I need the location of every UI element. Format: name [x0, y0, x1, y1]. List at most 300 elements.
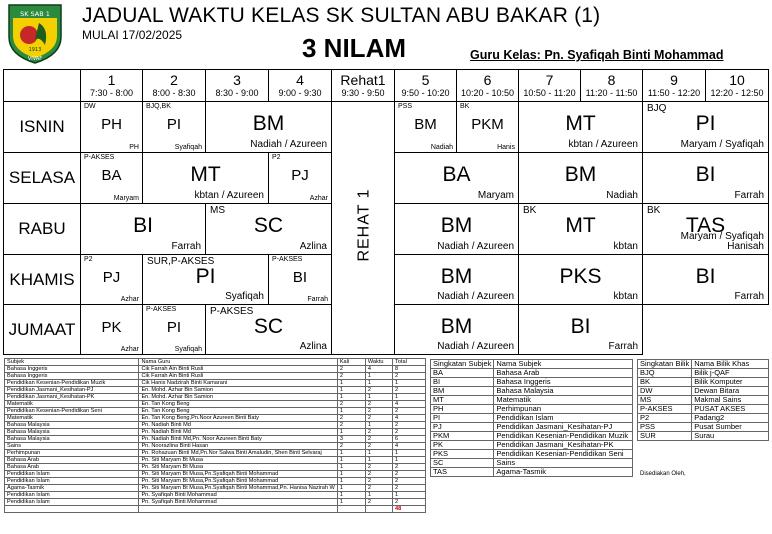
slot-room: BJQ,BK [146, 103, 171, 110]
timetable-slot [80, 304, 143, 355]
slot-room: P-AKSES [146, 306, 177, 313]
period-time: 7:30 - 8:00 [89, 88, 134, 98]
teacher-table [4, 358, 426, 513]
slot-teacher: Maryam [113, 195, 139, 202]
day-label: RABU [3, 203, 81, 255]
table-cell: Bahasa Inggeris [5, 366, 139, 373]
table-cell: Agama-Tasmik [494, 468, 633, 477]
table-cell: 1 [337, 450, 365, 457]
table-cell: 1 [393, 394, 426, 401]
table-cell: 4 [365, 366, 392, 373]
table-cell: 8 [393, 366, 426, 373]
table-cell: Bahasa Arab [5, 457, 139, 464]
slot-teacher: kbtan [613, 241, 638, 252]
table-cell: 2 [393, 485, 426, 492]
period-header [142, 69, 206, 102]
table-cell: 2 [365, 415, 392, 422]
slot-subject: BI [695, 265, 716, 288]
header-corner [3, 69, 81, 102]
timetable-slot [268, 152, 332, 204]
table-row [5, 450, 426, 457]
table-row [638, 369, 769, 378]
table-cell: Surau [692, 432, 769, 441]
table-row [5, 436, 426, 443]
slot-room: BJQ [647, 103, 667, 114]
svg-text:SK SAB 1: SK SAB 1 [20, 10, 50, 18]
table-cell: Dewan Bitara [692, 387, 769, 396]
table-row [5, 422, 426, 429]
table-cell: En. Mohd. Azhar Bin Samion [139, 387, 337, 394]
timetable-slot [394, 152, 519, 204]
table-cell: BI [431, 378, 494, 387]
slot-subject: BM [564, 163, 597, 186]
slot-teacher: kbtan / Azureen [568, 139, 638, 150]
table-cell: 1 [365, 394, 392, 401]
timetable-slot [394, 203, 519, 255]
table-cell: Pn. Siti Maryam Bt Musa,Pn.Syafiqah Binti Mohammad [139, 478, 337, 485]
table-row [431, 369, 633, 378]
table-row [5, 429, 426, 436]
timetable-slot [642, 152, 769, 204]
timetable-slot [80, 203, 206, 255]
column-header: Kali [337, 359, 365, 366]
period-header [80, 69, 143, 102]
period-number: 8 [607, 72, 616, 88]
table-cell: Pendidikan Jasmani_Kesihatan-PJ [494, 423, 633, 432]
period-number: 10 [729, 72, 745, 88]
table-cell: Pendidikan Kesenian-Pendidikan Muzik [494, 432, 633, 441]
timetable-slot [642, 101, 769, 153]
slot-teacher: Azhar [120, 296, 139, 303]
start-date: MULAI 17/02/2025 [82, 28, 183, 42]
period-time: 11:20 - 11:50 [585, 88, 638, 98]
table-cell: 1 [365, 450, 392, 457]
period-time: 9:30 - 9:50 [341, 88, 385, 98]
slot-teacher-2: Hanisah [727, 241, 764, 252]
slot-subject: TAS [685, 214, 726, 237]
table-cell: P-AKSES [638, 405, 692, 414]
table-cell: 2 [337, 443, 365, 450]
slot-subject: BM [440, 265, 473, 288]
table-cell: 1 [337, 485, 365, 492]
period-header [268, 69, 332, 102]
table-cell: Pn. Siti Maryam Bt Musa [139, 464, 337, 471]
table-cell: Pn. Nadiah Binti Md,Pn. Noor Azureen Binti Baty [139, 436, 337, 443]
table-row [5, 394, 426, 401]
table-row [638, 378, 769, 387]
slot-subject: PKM [471, 116, 504, 133]
table-cell: 1 [365, 422, 392, 429]
table-cell: Bahasa Arab [5, 464, 139, 471]
table-cell: MS [638, 396, 692, 405]
table-cell [139, 506, 337, 513]
table-row [431, 405, 633, 414]
period-number: 1 [107, 72, 116, 88]
table-cell: 2 [365, 401, 392, 408]
table-cell: 1 [337, 408, 365, 415]
table-cell: 3 [337, 436, 365, 443]
table-cell: Pn. Rohazuan Binti Md,Pn.Nor Salwa Binti Amaludin, Shen Binti Selvaraj [139, 450, 337, 457]
period-time: 11:50 - 12:20 [647, 88, 701, 98]
slot-subject: PKS [559, 265, 602, 288]
table-cell: 1 [365, 373, 392, 380]
table-cell: Pendidikan Kesenian-Pendidikan Muzik [5, 380, 139, 387]
slot-teacher: PH [129, 144, 139, 151]
table-cell: 2 [393, 408, 426, 415]
column-header: Singkatan Bilik [638, 360, 692, 369]
table-cell: 1 [365, 457, 392, 464]
period-number: 4 [296, 72, 304, 88]
period-number: 2 [170, 72, 178, 88]
timetable-slot [518, 254, 643, 305]
timetable-slot [142, 304, 206, 355]
table-row [431, 396, 633, 405]
table-row [638, 423, 769, 432]
slot-room: SUR,P-AKSES [147, 256, 215, 267]
table-cell: 2 [365, 471, 392, 478]
table-row [5, 506, 426, 513]
table-cell: Bahasa Inggeris [5, 373, 139, 380]
slot-teacher: Hanis [497, 144, 515, 151]
slot-subject: MT [565, 214, 596, 237]
table-cell: Pendidikan Islam [5, 499, 139, 506]
table-cell: 1 [337, 394, 365, 401]
table-cell: Pendidikan Kesenian-Pendidikan Seni [5, 408, 139, 415]
period-number: 9 [670, 72, 678, 88]
table-cell: Bilik Komputer [692, 378, 769, 387]
period-time: 9:00 - 9:30 [278, 88, 322, 98]
table-cell: En. Tan Kong Beng [139, 401, 337, 408]
day-label: KHAMIS [3, 254, 81, 305]
slot-teacher: kbtan / Azureen [194, 190, 264, 201]
table-cell: PKS [431, 450, 494, 459]
slot-teacher: Azlina [299, 341, 327, 352]
table-row [5, 366, 426, 373]
table-cell: Pendidikan Kesenian-Pendidikan Seni [494, 450, 633, 459]
room-abbrev-table [637, 359, 769, 441]
timetable-slot [268, 254, 332, 305]
table-cell: 1 [393, 457, 426, 464]
slot-room: BK [460, 103, 470, 110]
table-cell: 2 [365, 499, 392, 506]
slot-subject: BM [252, 112, 285, 135]
table-cell: Cik Farrah Ain Binti Rusli [139, 366, 337, 373]
slot-teacher: Farrah [608, 341, 638, 352]
school-logo-icon [5, 3, 65, 65]
table-cell: 1 [337, 429, 365, 436]
table-cell: 6 [393, 436, 426, 443]
table-cell: Perhimpunan [494, 405, 633, 414]
day-label: SELASA [3, 152, 81, 204]
period-number: Rehat1 [340, 72, 386, 88]
timetable-slot [518, 203, 643, 255]
table-cell: Bahasa Inggeris [494, 378, 633, 387]
slot-subject: SC [253, 315, 284, 338]
slot-room: P-AKSES [210, 306, 254, 317]
class-name: 3 NILAM [302, 33, 406, 63]
table-row [5, 457, 426, 464]
table-cell: Pendidikan Islam [5, 478, 139, 485]
table-cell: 1 [337, 492, 365, 499]
table-cell: Sains [494, 459, 633, 468]
table-cell: Pn. Syafiqah Binti Mohammad [139, 499, 337, 506]
table-cell: 1 [337, 457, 365, 464]
column-header: Total [393, 359, 426, 366]
table-row [5, 380, 426, 387]
table-cell: 2 [393, 499, 426, 506]
table-row [431, 468, 633, 477]
column-header: Singkatan Subjek [431, 360, 494, 369]
table-cell: 2 [365, 478, 392, 485]
timetable-slot [80, 101, 143, 153]
table-row [5, 387, 426, 394]
table-cell: Pn. Siti Maryam Bt Musa [139, 457, 337, 464]
timetable-slot [518, 304, 643, 355]
slot-room: P2 [272, 154, 281, 161]
table-cell: 1 [365, 380, 392, 387]
table-cell: Pendidikan Islam [5, 492, 139, 499]
slot-teacher: Farrah [171, 241, 201, 252]
table-cell: Bahasa Malaysia [5, 429, 139, 436]
table-row [638, 405, 769, 414]
table-cell: 2 [337, 422, 365, 429]
table-row [5, 373, 426, 380]
slot-subject: MT [565, 112, 596, 135]
timetable-slot [456, 101, 519, 153]
table-cell: 2 [393, 387, 426, 394]
table-cell: DW [638, 387, 692, 396]
table-cell: Pendidikan Jasmani_Kesihatan-PK [494, 441, 633, 450]
slot-subject: PI [166, 116, 182, 133]
period-time: 8:00 - 8:30 [152, 88, 196, 98]
rehat-label: REHAT 1 [356, 188, 373, 262]
period-time: 10:20 - 10:50 [460, 88, 515, 98]
table-cell: Pn. Siti Maryam Bt Musa,Pn.Syafiqah Binti Mohammad [139, 471, 337, 478]
table-cell: SUR [638, 432, 692, 441]
period-time: 10:50 - 11:20 [523, 88, 576, 98]
table-cell: 1 [393, 380, 426, 387]
table-row [431, 378, 633, 387]
table-cell [365, 506, 392, 513]
column-header: Nama Bilik Khas [692, 360, 769, 369]
table-cell: 4 [393, 443, 426, 450]
table-cell: PH [431, 405, 494, 414]
table-cell: 2 [337, 415, 365, 422]
slot-teacher: Nadiah [606, 190, 638, 201]
table-cell: 48 [393, 506, 426, 513]
period-header [331, 69, 395, 102]
table-cell: 1 [337, 380, 365, 387]
table-cell: Pn. Syafiqah Binti Mohammad [139, 492, 337, 499]
period-header [705, 69, 769, 102]
slot-subject: BM [440, 214, 473, 237]
slot-teacher: Nadiah / Azureen [437, 341, 514, 352]
table-cell: En. Tan Kong Beng [139, 408, 337, 415]
table-cell: 1 [393, 450, 426, 457]
slot-room: P2 [84, 256, 93, 263]
table-row [638, 414, 769, 423]
table-cell: 2 [365, 436, 392, 443]
period-header [205, 69, 269, 102]
table-cell: 1 [337, 464, 365, 471]
timetable-slot [142, 152, 269, 204]
timetable-slot [205, 203, 332, 255]
slot-subject: BI [570, 315, 591, 338]
period-header [456, 69, 519, 102]
table-cell: PUSAT AKSES [692, 405, 769, 414]
table-cell: PKM [431, 432, 494, 441]
disediakan-label: Disediakan Oleh, [640, 471, 686, 477]
table-cell: Pn. Noorazlina Binti Hasan [139, 443, 337, 450]
period-number: 7 [545, 72, 554, 88]
svg-text:VIVAF: VIVAF [27, 56, 43, 62]
table-cell: Bahasa Malaysia [494, 387, 633, 396]
timetable-slot [518, 101, 643, 153]
svg-text:1913: 1913 [28, 47, 42, 53]
table-cell: BM [431, 387, 494, 396]
table-cell: 4 [393, 415, 426, 422]
period-header [642, 69, 706, 102]
slot-teacher: Azhar [309, 195, 328, 202]
table-row [5, 492, 426, 499]
slot-room: PSS [398, 103, 413, 110]
page-title: JADUAL WAKTU KELAS SK SULTAN ABU BAKAR (1) [82, 4, 601, 27]
table-cell [5, 506, 139, 513]
slot-room: DW [84, 103, 96, 110]
table-row [5, 443, 426, 450]
slot-subject: PI [166, 319, 182, 336]
timetable-slot [642, 254, 769, 305]
table-cell: 2 [365, 443, 392, 450]
table-row [5, 485, 426, 492]
slot-subject: PJ [102, 269, 121, 286]
table-cell: Matematik [494, 396, 633, 405]
table-row [5, 408, 426, 415]
table-cell: BJQ [638, 369, 692, 378]
table-cell: Pendidikan Jasmani_Kesihatan-PJ [5, 387, 139, 394]
table-row [5, 415, 426, 422]
table-cell: BA [431, 369, 494, 378]
table-row [431, 387, 633, 396]
period-number: 5 [421, 72, 430, 88]
table-row [431, 423, 633, 432]
timetable-slot [642, 203, 769, 255]
table-cell: Matematik [5, 401, 139, 408]
table-cell: 1 [365, 492, 392, 499]
timetable-slot [394, 304, 519, 355]
table-cell: 2 [365, 464, 392, 471]
day-label: ISNIN [3, 101, 81, 153]
slot-subject: BI [133, 214, 153, 237]
table-row [5, 478, 426, 485]
column-header: Nama Guru [139, 359, 337, 366]
table-cell: 4 [393, 401, 426, 408]
table-cell: 2 [393, 471, 426, 478]
table-row [431, 441, 633, 450]
slot-teacher: Syafiqah [225, 291, 264, 302]
slot-teacher: Nadiah [430, 144, 453, 151]
slot-room: P-AKSES [84, 154, 115, 161]
period-time: 9:50 - 10:20 [401, 88, 450, 98]
table-cell: Pendidikan Islam [494, 414, 633, 423]
table-cell: 1 [393, 492, 426, 499]
table-cell: Perhimpunan [5, 450, 139, 457]
period-number: 6 [483, 72, 492, 88]
slot-teacher: Syafiqah [174, 346, 202, 353]
slot-subject: PI [695, 112, 716, 135]
table-cell: 2 [365, 387, 392, 394]
slot-teacher: Azlina [299, 241, 327, 252]
column-header: Waktu [365, 359, 392, 366]
table-cell: Sains [5, 443, 139, 450]
column-header: Nama Subjek [494, 360, 633, 369]
table-cell: P2 [638, 414, 692, 423]
period-time: 8:30 - 9:00 [215, 88, 259, 98]
table-cell: PI [431, 414, 494, 423]
timetable-slot [518, 152, 643, 204]
table-row [638, 396, 769, 405]
table-cell: Matematik [5, 415, 139, 422]
table-cell: TAS [431, 468, 494, 477]
day-label: JUMAAT [3, 304, 81, 355]
table-cell: PSS [638, 423, 692, 432]
table-cell: 2 [365, 485, 392, 492]
table-cell: SC [431, 459, 494, 468]
slot-subject: BA [442, 163, 471, 186]
table-cell: Bahasa Malaysia [5, 436, 139, 443]
table-row [638, 387, 769, 396]
slot-subject: PH [101, 116, 122, 133]
slot-teacher: Azhar [120, 346, 139, 353]
period-time: 12:20 - 12:50 [710, 88, 764, 98]
slot-subject: BA [101, 167, 122, 184]
table-row [431, 450, 633, 459]
slot-subject: BM [414, 116, 437, 133]
slot-subject: MT [190, 163, 221, 186]
slot-subject: BM [440, 315, 473, 338]
table-row [5, 464, 426, 471]
table-cell [337, 506, 365, 513]
table-row [5, 471, 426, 478]
table-cell: 1 [337, 471, 365, 478]
table-cell: Pn. Nadiah Binti Md [139, 429, 337, 436]
slot-room: P-AKSES [272, 256, 303, 263]
table-cell: MT [431, 396, 494, 405]
slot-subject: BI [695, 163, 716, 186]
table-cell: Makmal Sains [692, 396, 769, 405]
subject-abbrev-table [430, 359, 633, 477]
slot-subject: PJ [291, 167, 309, 184]
timetable-slot [142, 254, 269, 305]
table-cell: 2 [337, 373, 365, 380]
period-number: 3 [233, 72, 241, 88]
table-cell: Bahasa Malaysia [5, 422, 139, 429]
table-row [431, 414, 633, 423]
timetable-slot [142, 101, 206, 153]
table-cell: Cik Hanis Nadzirah Binti Kamarani [139, 380, 337, 387]
slot-subject: PK [101, 319, 122, 336]
table-cell: Agama-Tasmik [5, 485, 139, 492]
table-cell: 2 [337, 401, 365, 408]
table-row [5, 499, 426, 506]
table-cell: Pn. Siti Maryam Bt Musa,Pn.Syafiqah Binti Mohammad,Pn. Hanisa Nazirah W [139, 485, 337, 492]
table-cell: Cik Farrah Ain Binti Rusli [139, 373, 337, 380]
timetable-slot [80, 152, 143, 204]
table-cell: 1 [337, 387, 365, 394]
table-cell: PJ [431, 423, 494, 432]
table-cell: 1 [337, 499, 365, 506]
table-cell: Pn. Nadiah Binti Md [139, 422, 337, 429]
